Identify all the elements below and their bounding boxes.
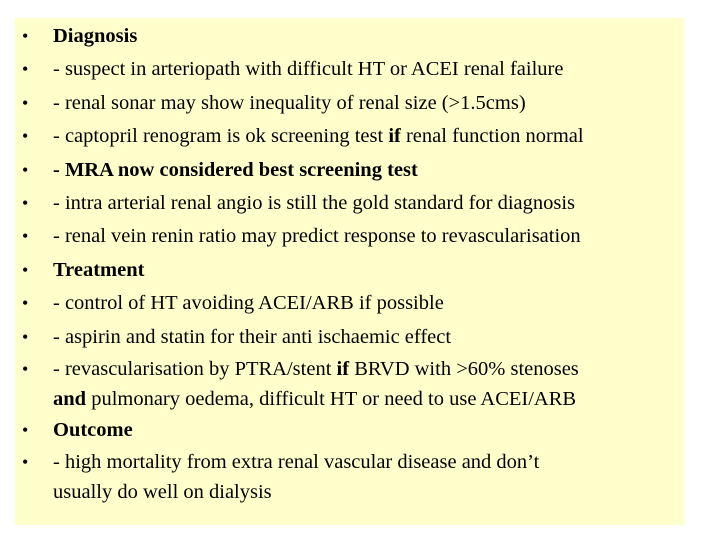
bullet-item [22, 220, 702, 253]
bullet-text: BRVD with >60% stenoses [349, 358, 579, 381]
bullet-list [22, 20, 702, 507]
bullet-item [22, 447, 702, 507]
bullet-item [22, 287, 702, 320]
bullet-text: - aspirin and statin for their anti ischaemic effect [53, 325, 452, 348]
bullet-item [22, 321, 702, 354]
bullet-dot: • [22, 259, 29, 280]
bullet-dot: • [22, 92, 29, 113]
bullet-item [22, 87, 702, 120]
bullet-item [22, 354, 702, 414]
bullet-bold-text: - MRA now considered best screening test [53, 158, 418, 181]
bullet-dot: • [22, 193, 29, 214]
heading-treatment: Treatment [53, 258, 145, 281]
bullet-item [22, 53, 702, 86]
bullet-line: usually do well on dialysis [53, 481, 272, 504]
heading-outcome: Outcome [53, 419, 133, 442]
bullet-text: - suspect in arteriopath with difficult HT or ACEI renal failure [53, 58, 564, 81]
bullet-dot: • [22, 420, 29, 441]
bullet-outcome-heading [22, 414, 702, 447]
heading-diagnosis: Diagnosis [53, 25, 138, 47]
bullet-dot: • [22, 59, 29, 80]
bullet-item [22, 154, 702, 187]
bullet-line: - high mortality from extra renal vascular disease and don’t [53, 451, 540, 474]
bullet-dot: • [22, 226, 29, 247]
bullet-dot: • [22, 159, 29, 180]
bullet-treatment-heading [22, 254, 702, 287]
bullet-text: - captopril renogram is ok screening test [53, 125, 389, 148]
bullet-bold-word: and [53, 388, 87, 411]
bullet-line [53, 354, 702, 384]
bullet-bold-word: if [388, 125, 401, 148]
bullet-dot: • [22, 452, 29, 473]
bullet-bold-word: if [336, 358, 350, 381]
bullet-text: - renal sonar may show inequality of renal size (>1.5cms) [53, 91, 526, 114]
bullet-dot: • [22, 126, 29, 147]
bullet-dot: • [22, 326, 29, 347]
bullet-text: - intra arterial renal angio is still the gold standard for diagnosis [53, 192, 576, 215]
bullet-text: renal function normal [400, 125, 584, 148]
bullet-dot: • [22, 293, 29, 314]
bullet-line [53, 384, 702, 414]
bullet-text: - renal vein renin ratio may predict response to revascularisation [53, 225, 581, 248]
bullet-dot: • [22, 359, 29, 380]
bullet-item [22, 187, 702, 220]
bullet-dot: • [22, 26, 29, 46]
bullet-item [22, 120, 702, 153]
bullet-text: - revascularisation by PTRA/stent [53, 358, 337, 381]
bullet-text: - control of HT avoiding ACEI/ARB if possible [53, 292, 444, 315]
bullet-diagnosis-heading [22, 20, 702, 53]
bullet-text: pulmonary oedema, difficult HT or need to use ACEI/ARB [86, 388, 577, 411]
